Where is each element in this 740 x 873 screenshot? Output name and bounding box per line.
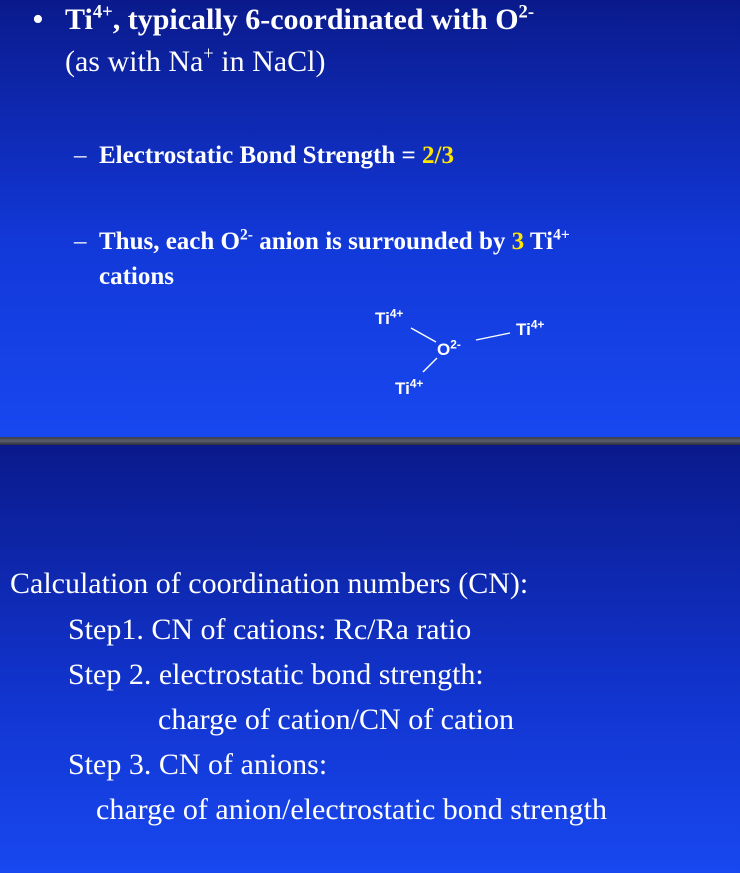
ti-charge: 4+ [92,1,113,23]
ti-charge: 4+ [389,306,404,321]
ebs-label: Electrostatic Bond Strength = [99,142,423,169]
slide-divider [0,437,740,445]
ti-symbol: Ti [395,379,410,398]
nacl-post: in NaCl) [213,45,326,78]
thus-mid: anion is surrounded by [252,228,512,255]
ti-text: Ti [65,3,93,36]
o-atom-label [437,337,461,360]
step-2: Step 2. electrostatic bond strength: [68,658,484,691]
o-charge: 2- [450,337,461,352]
o-charge: 2- [240,226,253,244]
o-symbol: O [437,340,451,359]
cn-calculation-title: Calculation of coordination numbers (CN): [10,567,529,600]
dash-marker: – [74,142,87,169]
bullet-point: • [32,1,44,38]
nacl-pre: (as with Na [65,45,204,78]
ti-charge: 4+ [409,376,424,391]
dash-marker: – [74,228,87,255]
ti-symbol: Ti [375,309,390,328]
ti-charge: 4+ [553,226,570,244]
thus-pre: Thus, each O [99,228,241,255]
cations-word: cations [99,263,174,290]
bond-line [476,333,510,340]
ti-atom-label [395,376,424,399]
ti-atom-label [375,306,404,329]
step-2-formula: charge of cation/CN of cation [158,703,514,736]
step-1: Step1. CN of cations: Rc/Ra ratio [68,613,472,646]
ebs-value: 2/3 [422,142,454,169]
bond-line [411,328,436,342]
heading-mid-text: , typically 6-coordinated with O [112,3,519,36]
cation-count: 3 [511,228,525,255]
thus-ti: Ti [524,228,554,255]
step-3-formula: charge of anion/electrostatic bond strength [96,793,607,826]
step-3: Step 3. CN of anions: [68,748,328,781]
o-charge: 2- [518,1,535,23]
ti-charge: 4+ [530,317,545,332]
bond-line [423,358,437,372]
ti-atom-label [516,317,545,340]
ti-symbol: Ti [516,320,531,339]
na-charge: + [203,43,214,65]
